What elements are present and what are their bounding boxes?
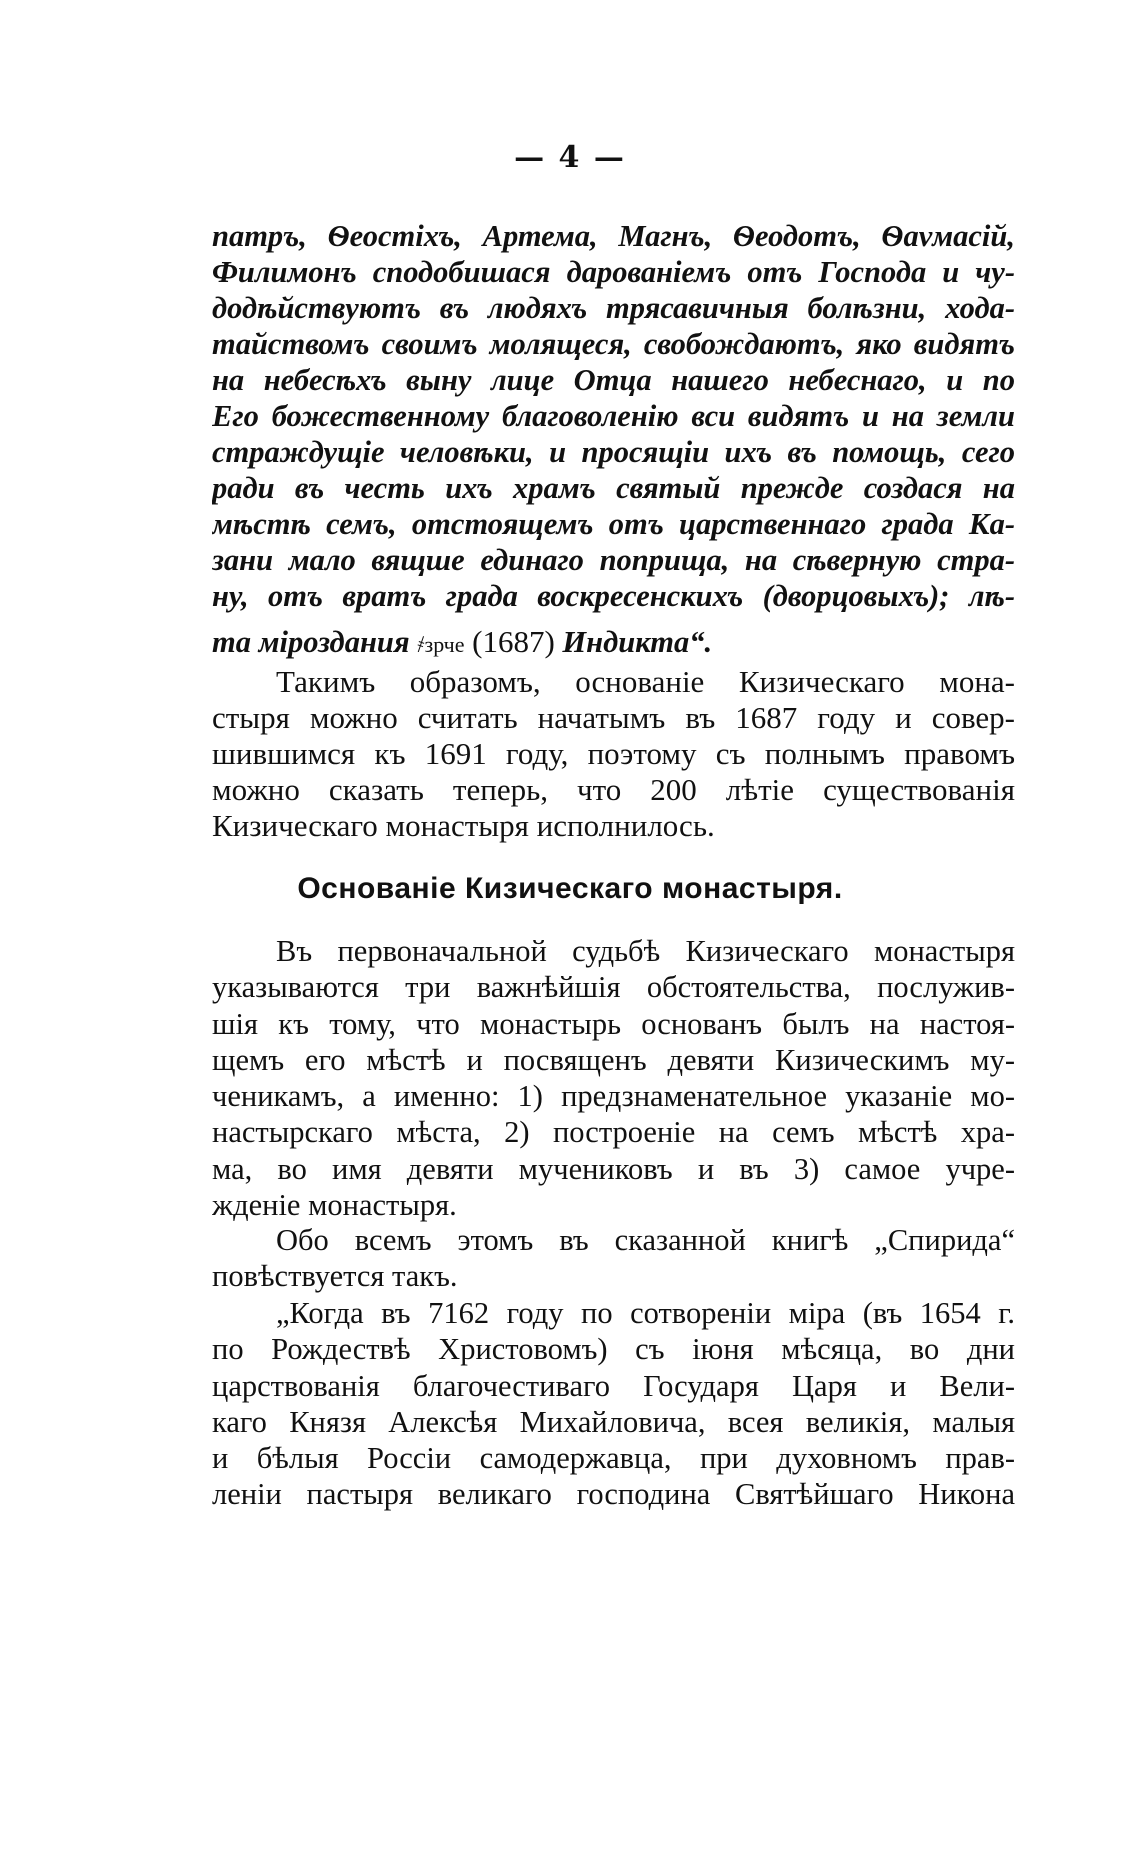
paragraph-spirid-book	[212, 1222, 1015, 1295]
text-line: и бѣлыя Россіи самодержавца, при духовномъ прав-	[212, 1441, 1015, 1476]
text-line: ну, отъ вратъ града воскресенскихъ (дворцовыхъ); лѣ-	[212, 579, 1015, 613]
text-line: настырскаго мѣста, 2) построеніе на семъ мѣстѣ хра-	[212, 1115, 1015, 1150]
text-line: леніи пастыря великаго господина Святѣйшаго Никона	[212, 1477, 1015, 1512]
civil-year: (1687)	[472, 624, 555, 659]
text-line: ради въ честь ихъ храмъ святый прежде создася на	[212, 471, 1015, 505]
text-line: на небесѣхъ выну лице Отца нашего небеснаго, и по	[212, 363, 1015, 397]
text-line: „Когда въ 7162 году по сотвореніи міра (въ 1654 г.	[276, 1296, 1015, 1330]
text-line: каго Князя Алексѣя Михайловича, всея великія, малыя	[212, 1404, 1015, 1439]
text-line: повѣствуется такъ.	[212, 1259, 458, 1294]
text-line: указываются три важнѣйшія обстоятельства, послужив-	[212, 970, 1015, 1005]
text-line: Кизическаго монастыря исполнилось.	[212, 808, 715, 843]
text-line: Въ первоначальной судьбѣ Кизическаго монастыря	[276, 934, 1015, 968]
text-line: Такимъ образомъ, основаніе Кизическаго мона-	[276, 664, 1015, 699]
italic-quoted-passage	[212, 218, 1015, 660]
text-line: можно сказать теперь, что 200 лѣтіе существованія	[212, 772, 1015, 807]
text-line: по Рождествѣ Христовомъ) съ іюня мѣсяца, во дни	[212, 1332, 1015, 1367]
paragraph-circumstances	[212, 933, 1015, 1223]
text-line: Обо всемъ этомъ въ сказанной книгѣ „Спирида“	[276, 1223, 1015, 1257]
section-heading: Основаніе Кизическаго монастыря.	[297, 872, 843, 905]
date-italic-end: Индикта“.	[562, 625, 713, 659]
text-line: щемъ его мѣстѣ и посвященъ девяти Кизическимъ му-	[212, 1042, 1015, 1077]
text-line: стыря можно считать начатымъ въ 1687 году и совер-	[212, 700, 1015, 735]
text-line: Филимонъ сподобишася дарованіемъ отъ Господа и чу-	[212, 255, 1015, 289]
text-line: шія къ тому, что монастырь основанъ былъ на настоя-	[212, 1006, 1015, 1041]
text-line: патръ, Ѳеостіхъ, Артема, Магнъ, Ѳеодотъ, Ѳаvмасій,	[212, 219, 1015, 253]
paragraph-quotation	[212, 1295, 1015, 1513]
page-number: — 4 —	[514, 140, 626, 175]
text-line: ченикамъ, а именно: 1) предзнаменательное указаніе мо-	[212, 1079, 1015, 1114]
founding-date-paragraph	[212, 664, 1015, 844]
text-line: зани мало вящше единаго поприща, на сѣверную стра-	[212, 543, 1015, 577]
church-year: ҂зрче	[417, 632, 465, 657]
text-line: шившимся къ 1691 году, поэтому съ полнымъ правомъ	[212, 736, 1015, 771]
text-line: мѣстѣ семъ, отстоящемъ отъ царственнаго града Ка-	[212, 507, 1015, 541]
text-line: додѣйствуютъ въ людяхъ трясавичныя болѣзни, хода-	[212, 291, 1015, 325]
text-line-date	[212, 624, 1015, 660]
text-line: тайствомъ своимъ молящеся, свобождаютъ, яко видятъ	[212, 327, 1015, 361]
date-italic-start: та міроздания	[212, 625, 410, 659]
text-line: ма, во имя девяти мучениковъ и въ 3) самое учре-	[212, 1151, 1015, 1186]
text-line: Его божественному благоволенію вси видятъ и на земли	[212, 399, 1015, 433]
text-line: царствованія благочестиваго Государя Царя и Вели-	[212, 1368, 1015, 1403]
text-line: страждущіе человѣки, и просящіи ихъ въ помощь, сего	[212, 435, 1015, 469]
text-line: жденіе монастыря.	[212, 1188, 457, 1223]
